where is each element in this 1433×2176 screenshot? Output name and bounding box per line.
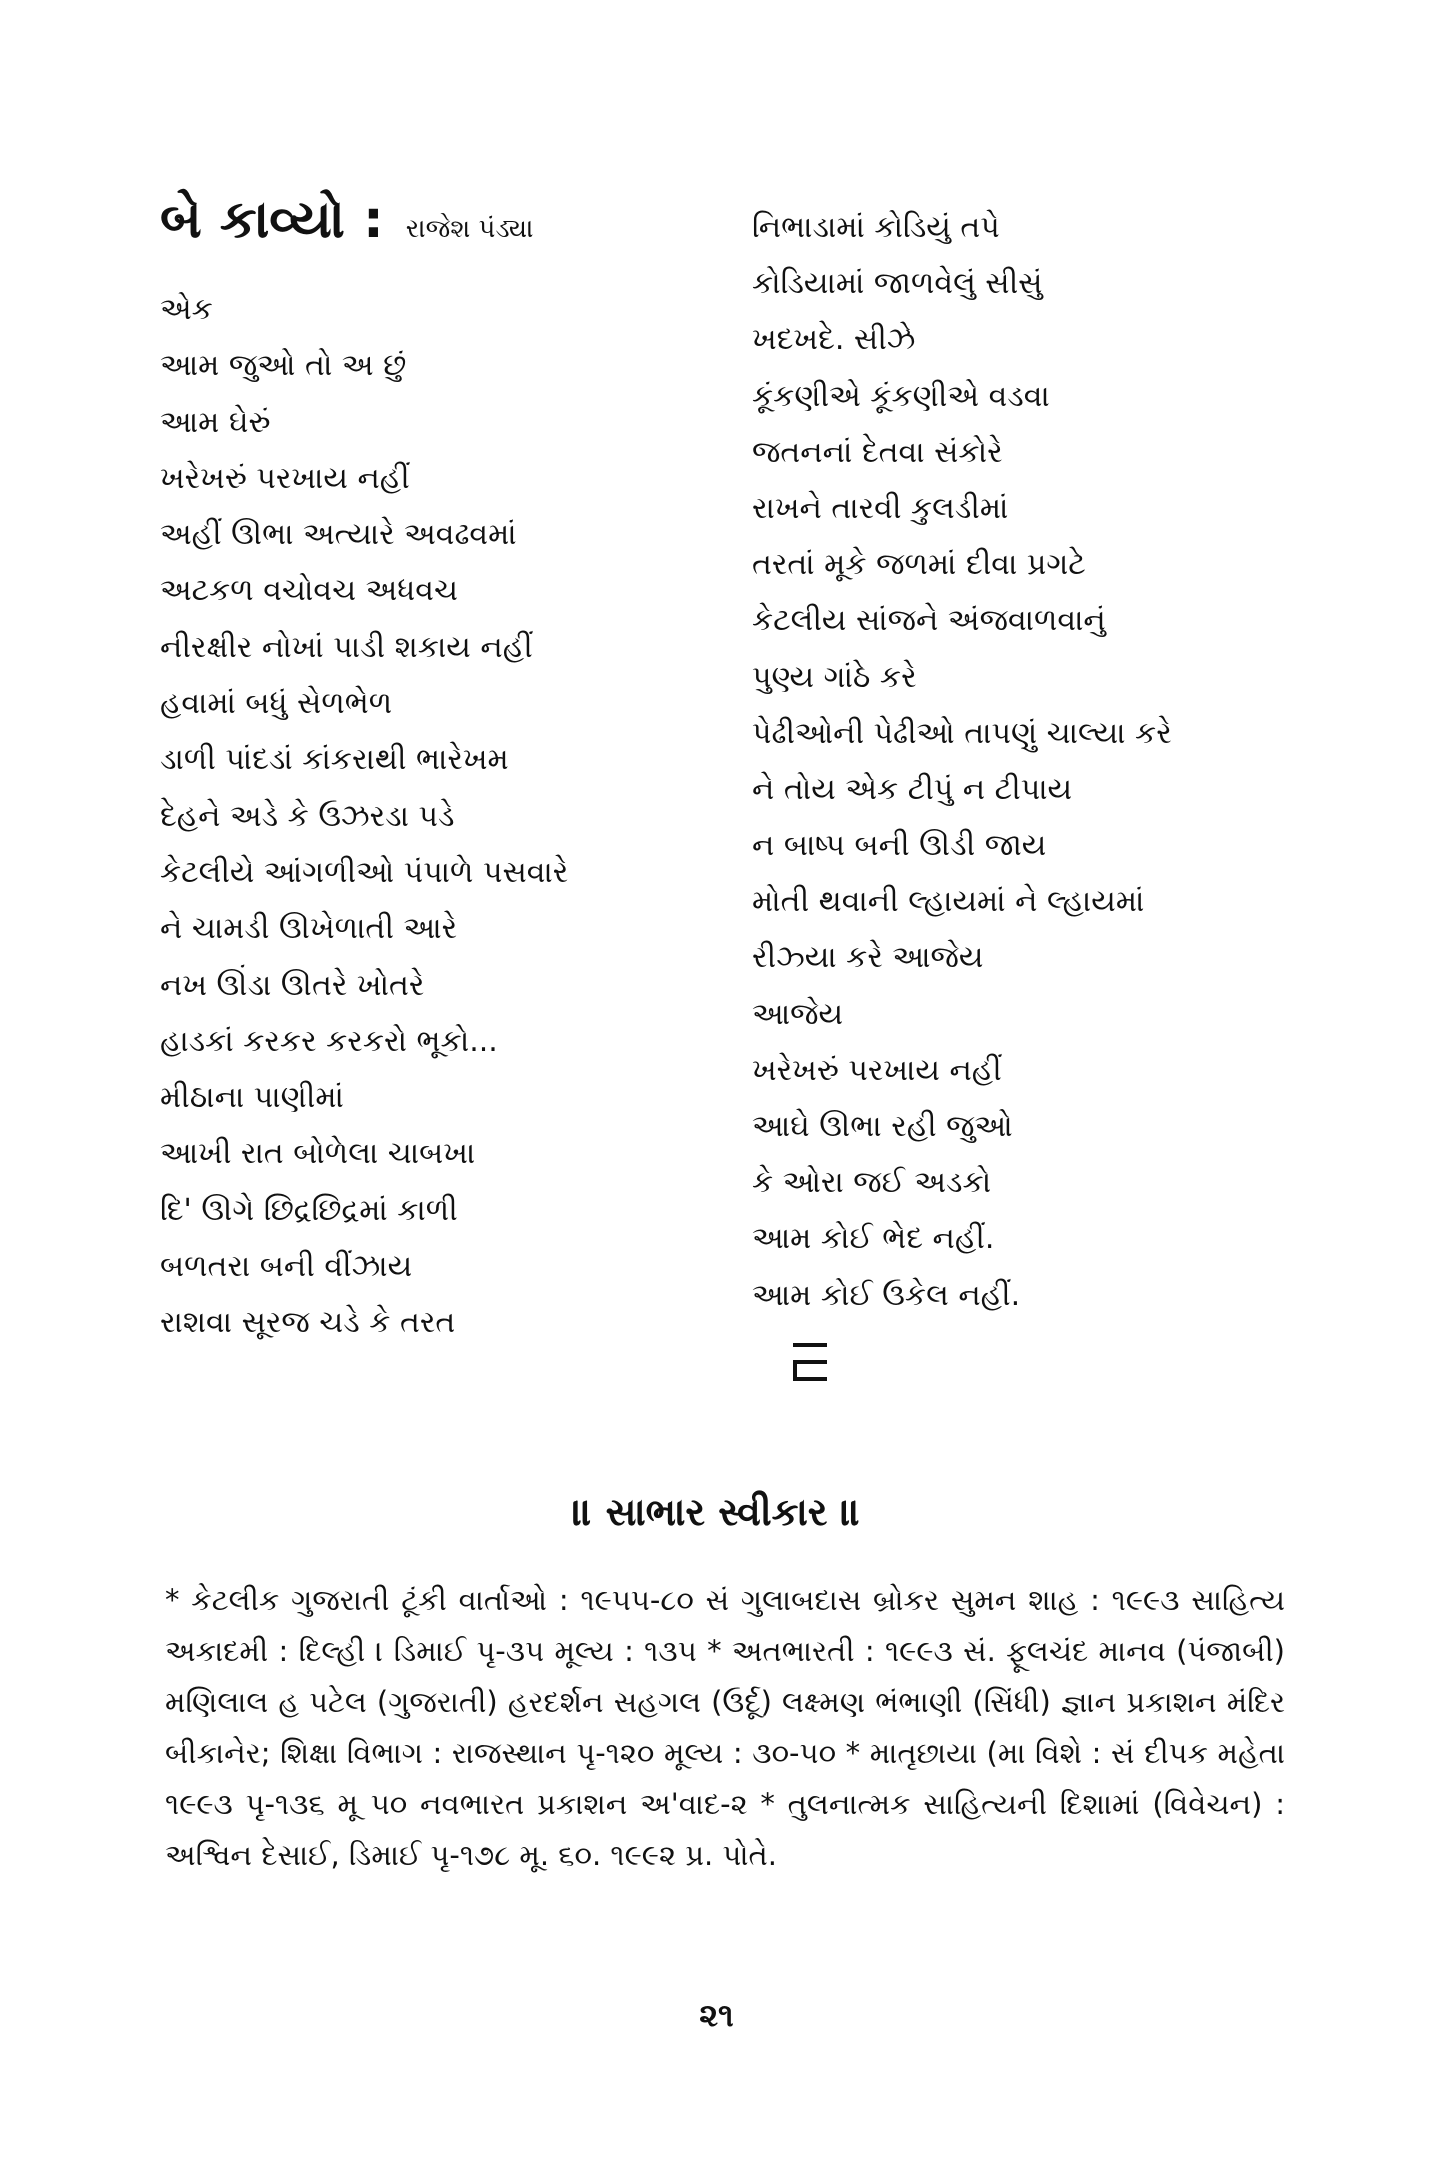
poem-line: ખદખદે. સીઝે	[752, 322, 916, 358]
poem-line: બળતરા બની વીંઝાય	[160, 1249, 413, 1285]
poem-line: ખરેખરું પરખાય નહીં	[160, 460, 410, 496]
poem-line: એક	[160, 292, 213, 327]
poem-line: પુણ્ય ગાંઠે કરે	[752, 659, 917, 695]
poem-line: ખરેખરું પરખાય નહીં	[752, 1052, 1002, 1088]
poem-line: મીઠાના પાણીમાં	[160, 1080, 344, 1116]
poem-title-row	[160, 190, 720, 282]
poem-right-column	[752, 200, 1312, 1324]
poem-line: આઘે ઊભા રહી જુઓ	[752, 1109, 1013, 1144]
poem-line: કે ઓરા જઈ અડકો	[752, 1165, 992, 1201]
poem-line: ને ચામડી ઊખેળાતી આરે	[160, 911, 458, 947]
poem-line: રીઝ્યા કરે આજેય	[752, 940, 984, 976]
poem-line: દિ' ઊગે છિદ્રછિદ્રમાં કાળી	[160, 1192, 458, 1228]
poem-line: નખ ઊંડા ઊતરે ખોતરે	[160, 967, 425, 1003]
poem-line: કોડિયામાં જાળવેલું સીસું	[752, 266, 1043, 302]
poem-line: રાખને તારવી કુલડીમાં	[752, 490, 1009, 526]
poem-left-lines	[160, 282, 720, 1352]
poem-line: કેટલીયે આંગળીઓ પંપાળે પસવારે	[160, 854, 569, 890]
poem-line: પેઢીઓની પેઢીઓ તાપણું ચાલ્યા કરે	[752, 715, 1172, 751]
poem-line: હવામાં બધું સેળભેળ	[160, 686, 393, 722]
poem-line: ન બાષ્પ બની ઊડી જાય	[752, 828, 1047, 864]
poem-line: મોતી થવાની લ્હાયમાં ને લ્હાયમાં	[752, 884, 1145, 920]
acknowledgements-heading: ॥ સાભાર સ્વીકાર ॥	[572, 1490, 861, 1534]
poem-line: આખી રાત બોળેલા ચાબખા	[160, 1136, 476, 1172]
acknowledgements-text: * કેટલીક ગુજરાતી ટૂંકી વાર્તાઓ : ૧૯૫૫-૮૦ સં ગુલાબદાસ બ્રોકર સુમન શાહ : ૧૯૯૩ સાહિત્ય અકાદમી : દિલ્હી । ડિમાઈ પૃ-૩૫ મૂલ્ય : ૧૩૫ * અતભારતી : ૧૯૯૩ સં. ફૂલચંદ માનવ (પંજાબી) મણિલાલ હ પટેલ (ગુજરાતી) હરદર્શન સહગલ (ઉર્દૂ) લક્ષ્મણ ભંભાણી (સિંધી) જ્ઞાન પ્રકાશન મંદિર બીકાનેર; શિક્ષા વિભાગ : રાજસ્થાન પૃ-૧૨૦ મૂલ્ય : ૩૦-૫૦ * માતૃછાયા (મા વિશે : સં દીપક મહેતા ૧૯૯૩ પૃ-૧૩૬ મૂ ૫૦ નવભારત પ્રકાશન અ'વાદ-૨ * તુલનાત્મક સાહિત્યની દિશામાં (વિવેચન) : અશ્વિન દેસાઈ, ડિમાઈ પૃ-૧૭૮ મૂ. ૬૦. ૧૯૯૨ પ્ર. પોતે.	[165, 1583, 1285, 1872]
poem-line: આજેય	[752, 996, 844, 1032]
poem-line: રાશવા સૂરજ ચડે કે તરત	[160, 1305, 456, 1341]
poem-line: આમ કોઈ ઉકેલ નહીં.	[752, 1277, 1021, 1313]
poem-line: તરતાં મૂકે જળમાં દીવા પ્રગટે	[752, 547, 1086, 583]
poem-line: ડાળી પાંદડાં કાંકરાથી ભારેખમ	[160, 742, 509, 778]
poem-line: ને તોય એક ટીપું ન ટીપાય	[752, 771, 1073, 807]
poem-author: રાજેશ પંડ્યા	[405, 214, 534, 244]
poem-line: આમ કોઈ ભેદ નહીં.	[752, 1221, 995, 1257]
poem-title: બે કાવ્યો :	[160, 190, 384, 250]
poem-left-column	[160, 190, 720, 1352]
poem-line: કૂંકણીએ કૂંકણીએ વડવા	[752, 378, 1050, 414]
poem-line: આમ ઘેરું	[160, 404, 271, 440]
poem-line: અહીં ઊભા અત્યારે અવઢવમાં	[160, 517, 517, 553]
poem-end-mark	[793, 1343, 827, 1381]
poem-right-lines	[752, 200, 1312, 1324]
poem-line: કેટલીય સાંજને અંજવાળવાનું	[752, 603, 1106, 639]
page-number: ૨૧	[699, 1996, 734, 2034]
poem-line: જતનનાં દેતવા સંકોરે	[752, 434, 1003, 470]
poem-line: હાડકાં કરકર કરકરો ભૂકો...	[160, 1023, 498, 1059]
poem-line: નીરક્ષીર નોખાં પાડી શકાય નહીં	[160, 629, 533, 665]
poem-line: નિભાડામાં કોડિયું તપે	[752, 210, 1000, 245]
poem-line: અટકળ વચોવચ અધવચ	[160, 573, 458, 609]
poem-line: આમ જુઓ તો અ છું	[160, 348, 407, 384]
poem-line: દેહને અડે કે ઉઝરડા પડે	[160, 798, 455, 834]
